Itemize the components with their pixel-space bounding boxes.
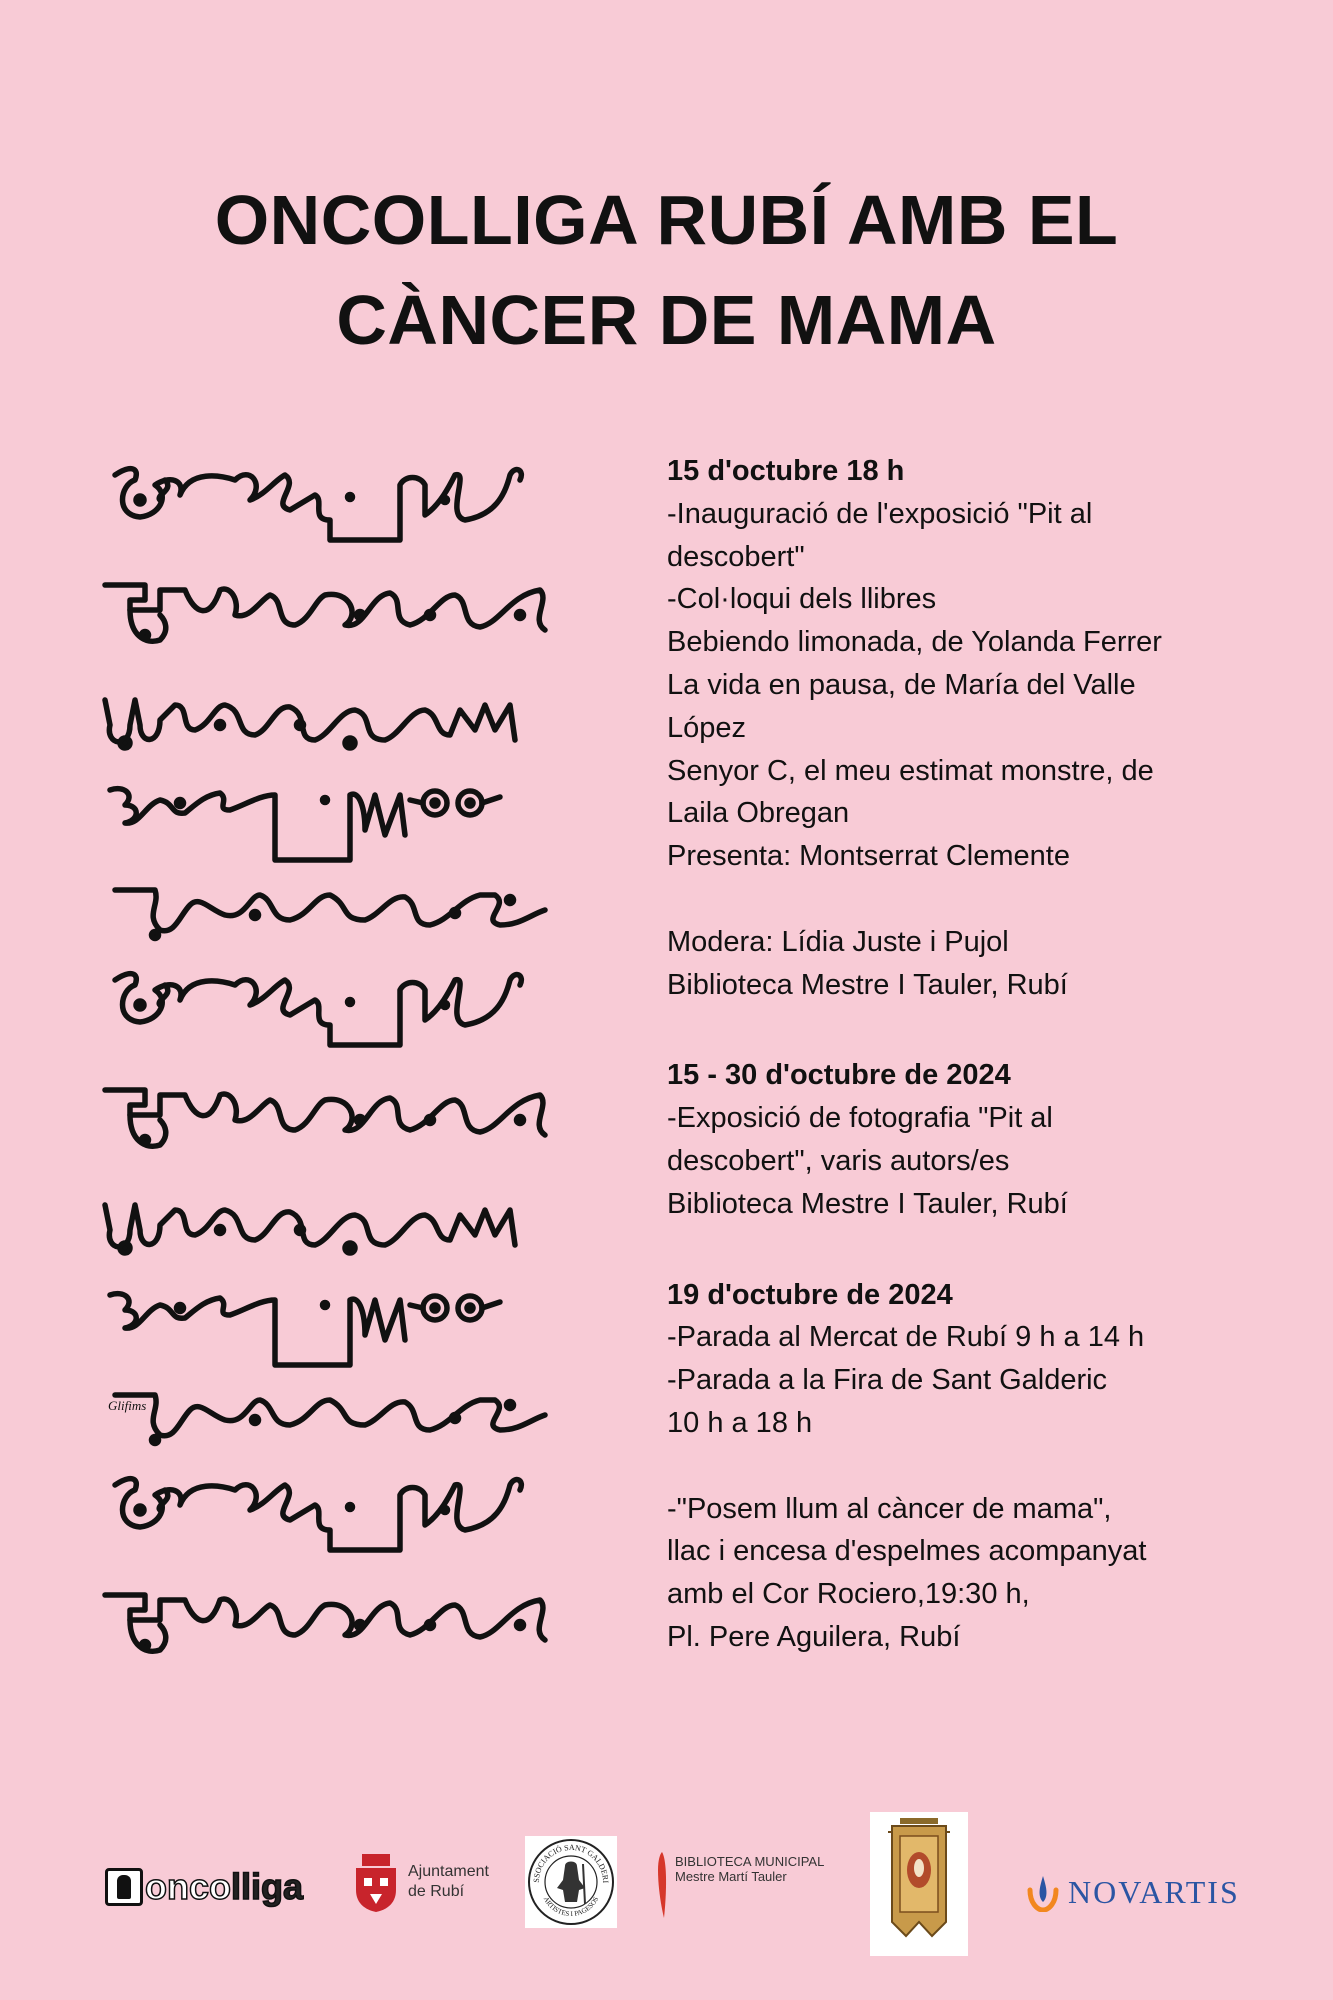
oncolliga-text-2: lliga [231,1866,304,1907]
title-line-2: CÀNCER DE MAMA [336,281,997,359]
procession-banner-image [870,1812,968,1956]
event-1-line: Laila Obregan [667,797,850,830]
associacio-ring-bottom: ARTISTES I PAGESOS [541,1895,601,1919]
breast-doodle-artwork [100,455,620,1710]
event-3-line: -Parada al Mercat de Rubí 9 h a 14 h [667,1321,1145,1354]
sponsor-logos [0,1800,1333,1960]
ajuntament-rubi-logo [352,1850,489,1914]
novartis-flame-icon [1026,1872,1060,1912]
event-1-line: Bebiendo limonada, de Yolanda Ferrer [667,626,1162,659]
event-1-heading: 15 d'octubre 18 h [667,455,905,487]
event-1-line: López [667,711,747,744]
biblioteca-municipal-logo [655,1850,824,1920]
event-1-moderator: Modera: Lídia Juste i Pujol [667,925,1009,958]
event-3-extra-line: -"Posem llum al càncer de mama", [667,1492,1112,1525]
events-list [667,450,1227,1659]
event-1-line: Senyor C, el meu estimat monstre, de [667,754,1154,787]
event-2-line: descobert", varis autors/es [667,1144,1010,1177]
ajuntament-shield-icon [352,1850,400,1914]
event-1-line: -Col·loqui dels llibres [667,583,937,616]
event-1-line: descobert" [667,540,805,573]
oncolliga-emblem-icon [105,1868,143,1906]
event-3-extra-line: llac i encesa d'espelmes acompanyat [667,1535,1147,1568]
event-1-line: La vida en pausa, de María del Valle [667,668,1136,701]
oncolliga-logo [105,1866,303,1908]
biblioteca-quill-icon [655,1850,669,1920]
event-1-line: Presenta: Montserrat Clemente [667,840,1070,873]
novartis-text: NOVARTIS [1068,1873,1240,1910]
associacio-sant-galderic-logo [525,1836,617,1928]
biblioteca-line-2: Mestre Martí Tauler [675,1869,787,1884]
artist-signature: Glifims [108,1398,147,1413]
event-2-heading: 15 - 30 d'octubre de 2024 [667,1059,1011,1092]
event-3-line: 10 h a 18 h [667,1406,813,1439]
event-1-venue: Biblioteca Mestre I Tauler, Rubí [667,968,1068,1001]
event-3-extra-line: amb el Cor Rociero,19:30 h, [667,1578,1030,1611]
event-1-line: -Inauguració de l'exposició "Pit al [667,497,1093,530]
novartis-logo [1026,1872,1240,1912]
event-2-line: -Exposició de fotografia "Pit al [667,1102,1053,1135]
event-3-extra-line: Pl. Pere Aguilera, Rubí [667,1620,961,1653]
event-2-line: Biblioteca Mestre I Tauler, Rubí [667,1187,1068,1220]
poster-title [0,170,1333,370]
title-line-1: ONCOLLIGA RUBÍ AMB EL [214,181,1119,259]
associacio-ring-top: SSOCIACIÓ SANT GALDERI [531,1842,611,1884]
ajuntament-line-1: Ajuntament [408,1863,489,1880]
ajuntament-line-2: de Rubí [408,1883,465,1900]
oncolliga-text-1: onco [145,1866,231,1907]
event-3-line: -Parada a la Fira de Sant Galderic [667,1364,1108,1397]
event-3-heading: 19 d'octubre de 2024 [667,1278,953,1311]
biblioteca-line-1: BIBLIOTECA MUNICIPAL [675,1854,825,1869]
